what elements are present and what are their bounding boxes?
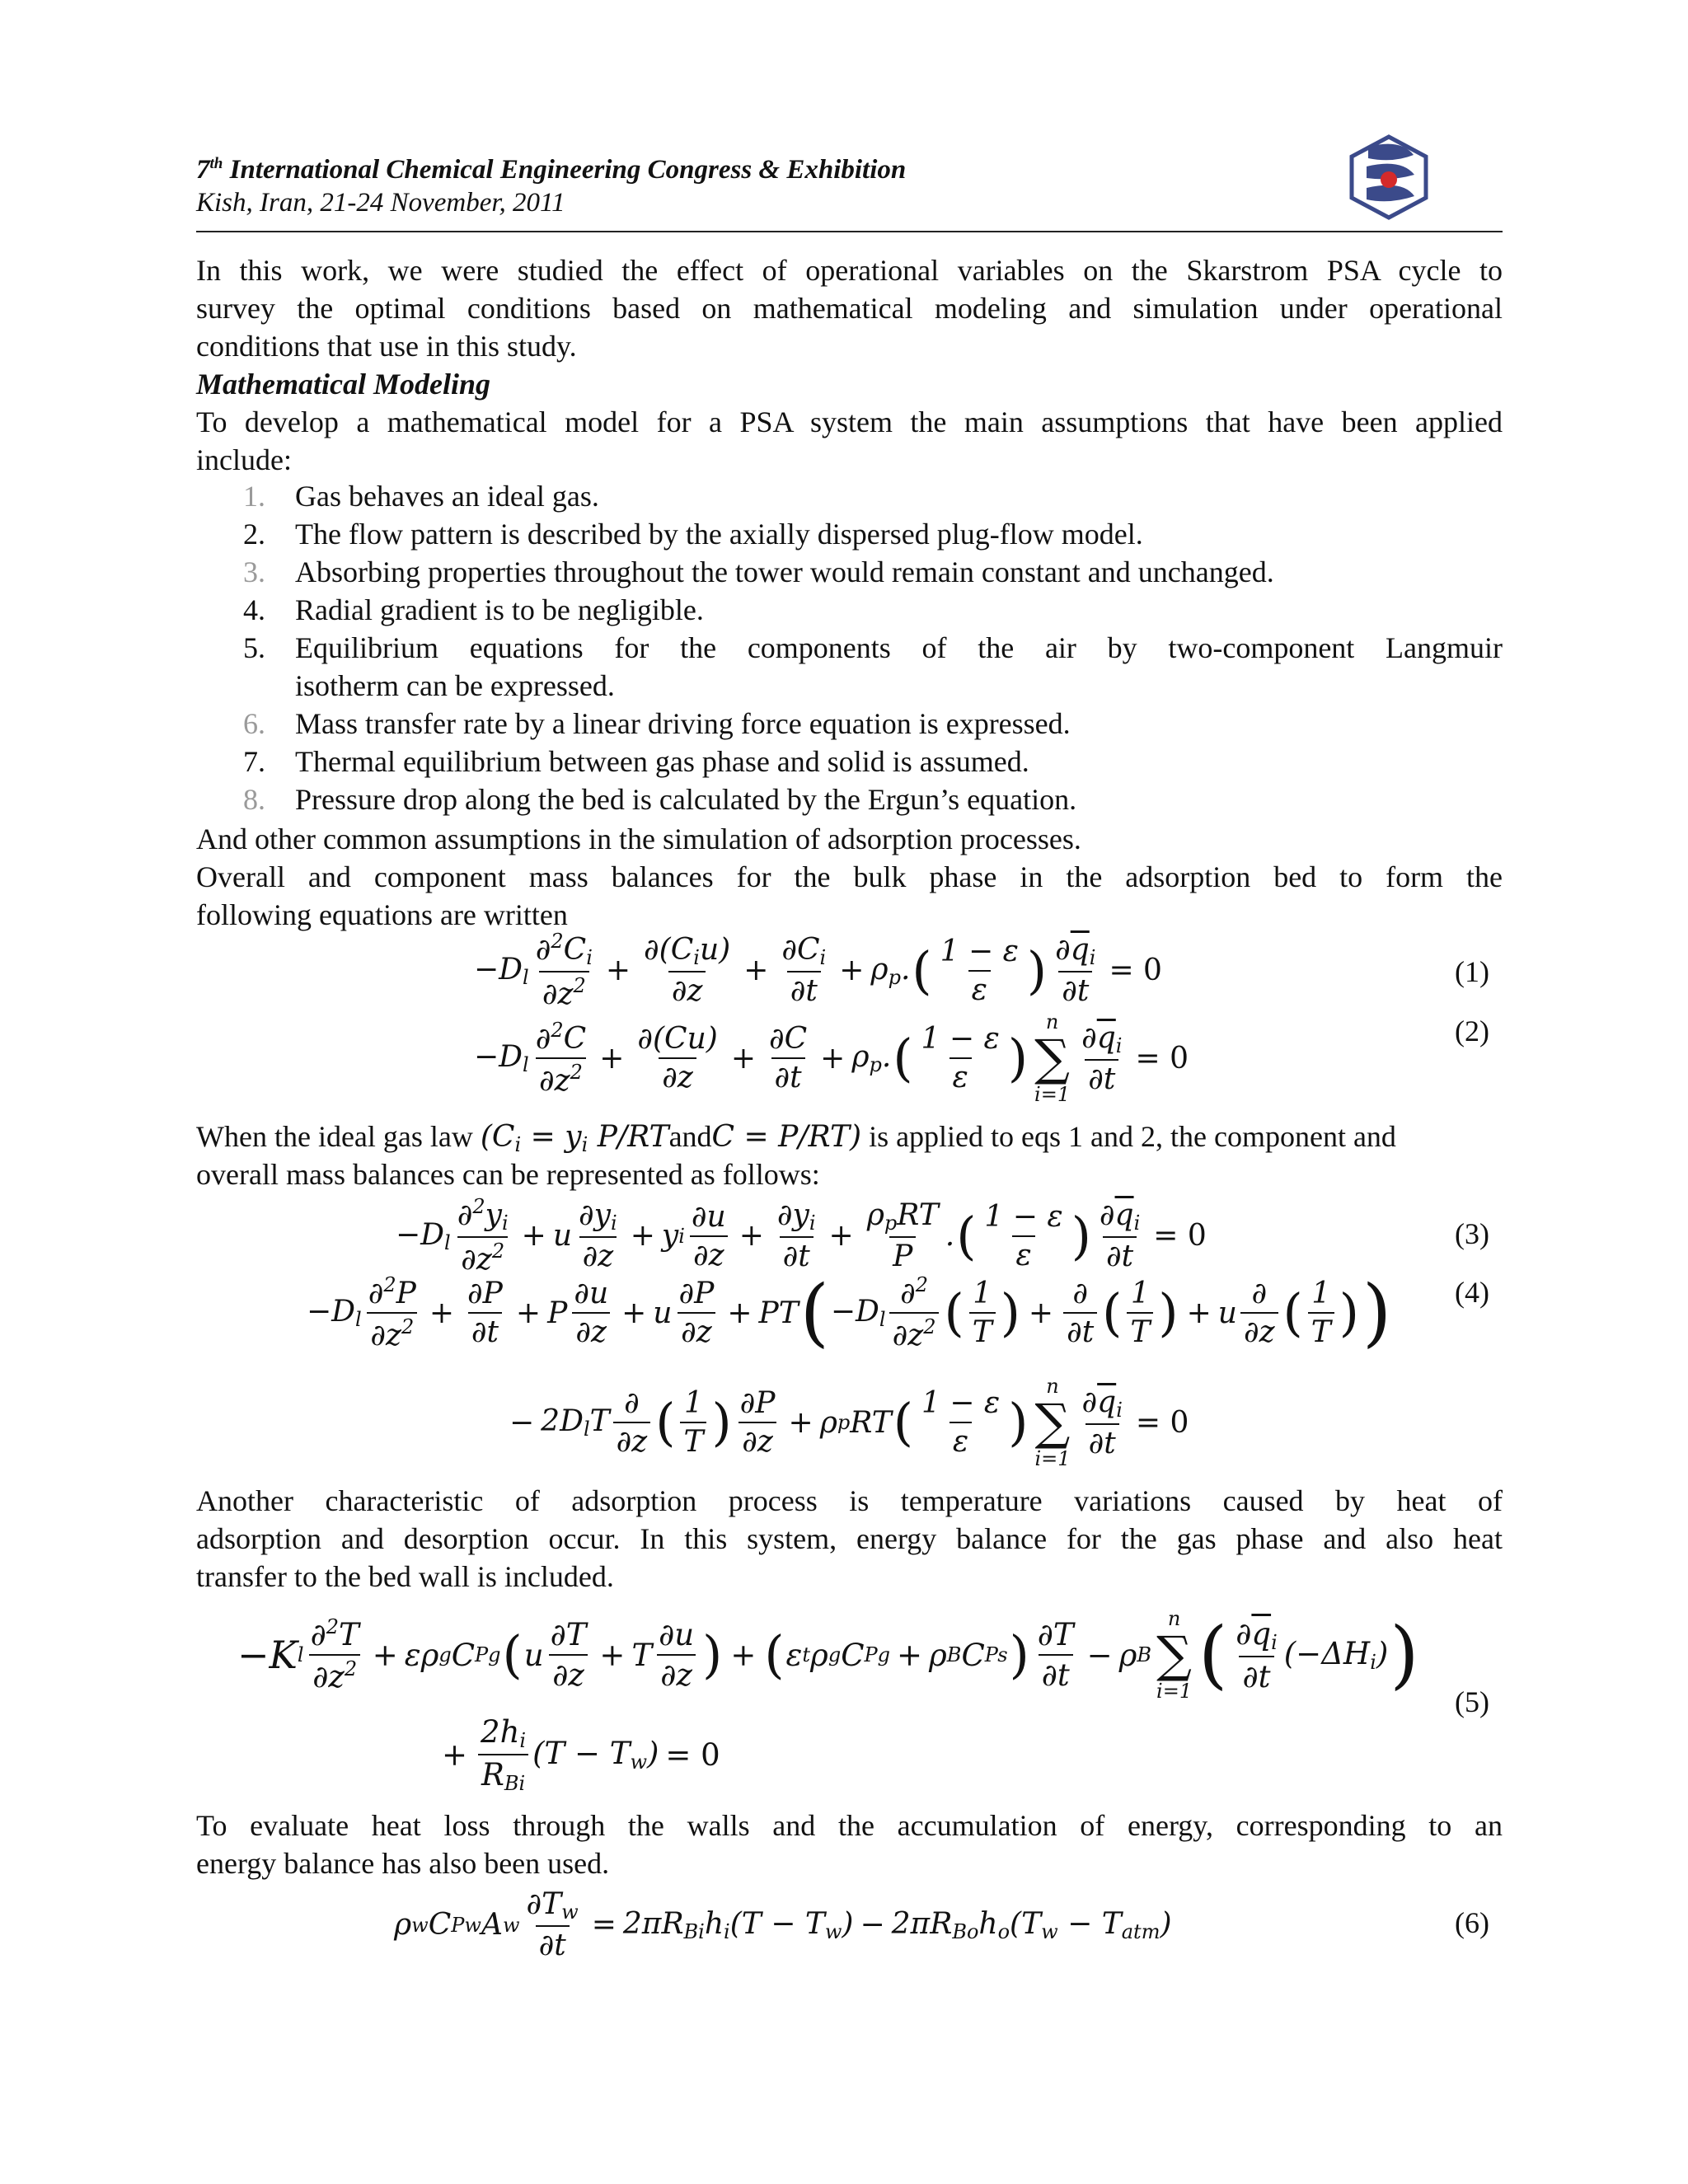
list-item: Radial gradient is to be negligible. — [295, 593, 704, 626]
modeling-intro-line-1: To develop a mathematical model for a PSA system the main assumptions that have been applied — [196, 405, 1503, 438]
heat-loss-line-1: To evaluate heat loss through the walls and the accumulation of energy, corresponding to an — [196, 1809, 1503, 1842]
equation-1: $-D_l$ $\partial^2C_i$ $\partial z^2$ + $\partial(C_iu)$ ∂z + $\frac{\partial C_i}{\partial t}$ + $\rho_p$. ( 1 − ε ε ) $\frac{\partial\overline{q}_i}{\partial t}$ = 0 — [474, 930, 1162, 1011]
temperature-line-1: Another characteristic of adsorption process is temperature variations caused by heat of — [196, 1484, 1503, 1517]
intro-line-1: In this work, we were studied the effect of operational variables on the Skarstrom PSA cycle to — [196, 254, 1503, 287]
modeling-intro-line-2: include: — [196, 443, 292, 476]
intro-line-2: survey the optimal conditions based on mathematical modeling and simulation under operational — [196, 292, 1503, 325]
equation-3: $-D_l$ $\partial^2y_i$ $\partial z^2$ + u $\partial y_i$ ∂z + y i ∂u ∂z + $\frac{\partial y_i}{\partial t}$ + $\rho_pRT$ P . ( 1 − ε ε ) $\frac{\partial\overline{q}_i}{\partial t}$ = 0 — [396, 1195, 1207, 1277]
page-header — [196, 147, 1503, 232]
equation-4-continued: − $2D_lT$ ∂ ∂z ( 1 T ) ∂P ∂z + ρ p RT ( 1 − ε ε ) n ∑ i=1 $\frac{\partial\overline{q}_i}{\partial t}$ = 0 — [509, 1375, 1189, 1470]
section-heading: Mathematical Modeling — [196, 368, 491, 401]
list-item-number: 8. — [243, 783, 265, 816]
list-item: Absorbing properties throughout the tower would remain constant and unchanged. — [295, 555, 1274, 588]
equation-2: $-D_l$ ∂$^2$C $\partial z^2$ + $\frac{\partial(Cu)}{\partial z}$ + $\frac{\partial C}{\partial t}$ + $\rho_p$. ( 1 − ε ε ) n ∑ i=1 $\frac{\partial\overline{q}_i}{\partial t}$ = 0 — [474, 1010, 1189, 1106]
list-item-number: 6. — [243, 707, 265, 740]
mass-balance-intro-line-2: following equations are written — [196, 898, 568, 931]
temperature-line-2: adsorption and desorption occur. In this system, energy balance for the gas phase and also heat — [196, 1522, 1503, 1555]
list-item: Equilibrium equations for the components of the air by two-component Langmuir — [295, 631, 1503, 664]
list-item: Gas behaves an ideal gas. — [295, 480, 599, 513]
conference-title: 7th International Chemical Engineering Congress & Exhibition — [196, 155, 907, 185]
list-item-number: 2. — [243, 518, 265, 551]
ideal-gas-line-1: When the ideal gas law ($C_i = y_i$ P/RTandC = P/RT) is applied to eqs 1 and 2, the component and — [196, 1120, 1396, 1156]
list-item-number: 5. — [243, 631, 265, 664]
temperature-line-3: transfer to the bed wall is included. — [196, 1560, 614, 1593]
equation-number-6: (6) — [1455, 1906, 1489, 1939]
equation-number-1: (1) — [1455, 955, 1489, 988]
equation-4: $-D_l$ ∂$^2$P $\partial z^2$ + $\frac{\partial P}{\partial t}$ + P ∂u ∂z + u ∂P ∂z + PT ( $-D_l$ ∂$^2$ $\partial z^2$ ( 1 T ) + ∂ ∂t ( 1 T ) + u ∂ ∂z ( 1 T ) ) — [307, 1269, 1392, 1356]
equation-6: ρ w C Pw A w $\frac{\partial T_w}{\partial t}$ = $2\pi R_{Bi}h_i(T - T_w)$ − $2\pi R_{Bo}h_o(T_w - T_{atm})$ — [394, 1887, 1172, 1962]
heat-loss-line-2: energy balance has also been used. — [196, 1847, 610, 1880]
equation-number-5: (5) — [1455, 1685, 1489, 1718]
congress-logo-icon — [1343, 130, 1434, 224]
mass-balance-intro-line-1: Overall and component mass balances for the bulk phase in the adsorption bed to form the — [196, 860, 1503, 893]
list-item: The flow pattern is described by the axially dispersed plug-flow model. — [295, 518, 1143, 551]
list-item: Mass transfer rate by a linear driving force equation is expressed. — [295, 707, 1071, 740]
list-item-number: 1. — [243, 480, 265, 513]
list-item-number: 3. — [243, 555, 265, 588]
equation-5-continued: + $2h_i$ $R_{Bi}$ $(T - T_w)$ = 0 — [442, 1714, 720, 1795]
list-item: Thermal equilibrium between gas phase and solid is assumed. — [295, 745, 1029, 778]
list-item-continuation: isotherm can be expressed. — [295, 669, 615, 702]
ideal-gas-line-2: overall mass balances can be represented as follows: — [196, 1158, 820, 1191]
list-item: Pressure drop along the bed is calculated by the Ergun’s equation. — [295, 783, 1077, 816]
equation-5: −K l ∂$^2$T $\partial z^2$ + ερ g C Pg ( u ∂T ∂z + T ∂u ∂z ) + ( ε t ρ g C Pg + ρ B C Ps ) ∂T ∂t − ρ B n ∑ i=1 ( $\partial\overline{q}_i$ ∂t $(-\Delta H_i)$ ) — [237, 1607, 1419, 1703]
after-list-text: And other common assumptions in the simulation of adsorption processes. — [196, 823, 1081, 855]
equation-number-2: (2) — [1455, 1015, 1489, 1047]
conference-place: Kish, Iran, 21-24 November, 2011 — [196, 188, 565, 218]
equation-number-3: (3) — [1455, 1217, 1489, 1250]
equation-number-4: (4) — [1455, 1276, 1489, 1309]
intro-line-3: conditions that use in this study. — [196, 330, 577, 363]
list-item-number: 4. — [243, 593, 265, 626]
list-item-number: 7. — [243, 745, 265, 778]
